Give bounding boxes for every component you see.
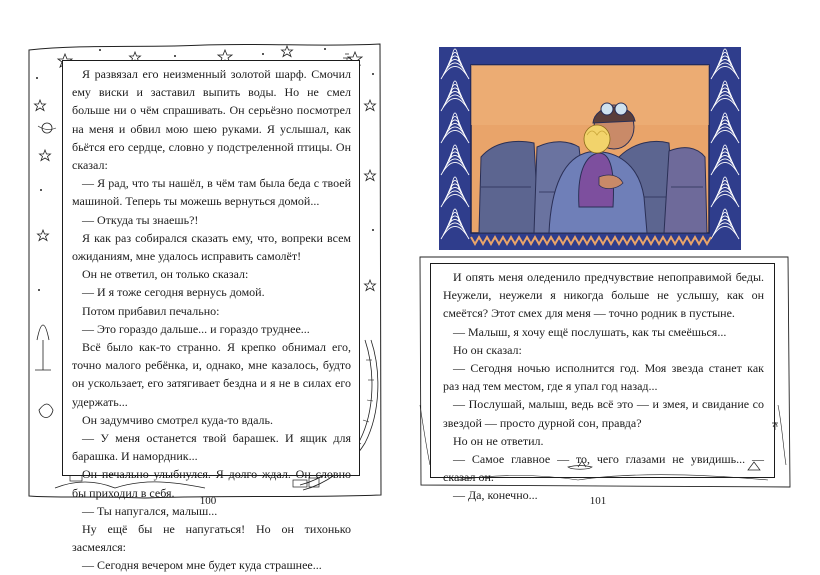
paragraph: — Сегодня ночью исполнится год. Моя звезда станет как раз над тем местом, где я упал год назад... <box>443 361 764 394</box>
paragraph: Он задумчиво смотрел куда-то вдаль. <box>82 412 273 427</box>
paragraph: — Да, конечно... <box>453 488 538 503</box>
illustration-drawing <box>439 47 741 250</box>
paragraph: — Это гораздо дальше... и гораздо труднее... <box>82 321 310 336</box>
paragraph: — Я рад, что ты нашёл, в чём там была беда с твоей машиной. Теперь ты можешь вернуться домой... <box>72 176 351 209</box>
paragraph: Он не ответил, он только сказал: <box>82 267 249 282</box>
desert-frame-drawing <box>418 255 793 490</box>
paragraph: — Самое главное — то, чего глазами не увидишь... — сказал он. <box>443 452 764 485</box>
paragraph: — Откуда ты знаешь?! <box>82 212 199 227</box>
paragraph: И опять меня оледенило предчувствие непоправимой беды. Неужели, неужели я никогда больше не услышу, как он смеётся? Этот смех для меня — точно родник в пустыне. <box>443 270 764 321</box>
paragraph: — И я тоже сегодня вернусь домой. <box>82 285 265 300</box>
paragraph: — Послушай, малыш, ведь всё это — и змея, и свидание со звездой — просто дурной сон, правда? <box>443 397 764 430</box>
paragraph: — У меня останется твой барашек. И ящик для барашка. И намордник... <box>72 431 351 464</box>
paragraph: Но он не ответил. <box>453 433 544 448</box>
paragraph: — Ты напугался, малыш... <box>82 503 218 518</box>
paragraph: Ну ещё бы не напугаться! Но он тихонько засмеялся: <box>72 522 351 555</box>
page-number: 100 <box>199 495 217 507</box>
paragraph: Я развязал его неизменный золотой шарф. Смочил ему виски и заставил выпить воды. Но не смел больше ни о чём спрашивать. Он серьёзно посмотрел на меня и обвил мою шею руками. Я услышал, как бьётся его сердце, словно у подстреленной птицы. Он сказал: <box>72 67 351 173</box>
page-number: 101 <box>589 495 607 507</box>
paragraph: Всё было как-то странно. Я крепко обнимал его, точно малого ребёнка, и, однако, мне казалось, будто он ускользает, его затягивает бездна и я не в силах его удержать... <box>72 340 351 409</box>
paragraph: Но он сказал: <box>453 342 522 357</box>
paragraph: — Малыш, я хочу ещё послушать, как ты смеёшься... <box>453 324 727 339</box>
paragraph: — Сегодня вечером мне будет куда страшнее... <box>82 558 322 573</box>
paragraph: Я как раз собирался сказать ему, что, вопреки всем ожиданиям, мне удалось исправить самолёт! <box>72 230 351 264</box>
illustration-aviator-and-prince <box>439 47 741 250</box>
paragraph: Он печально улыбнулся. Я долго ждал. Он словно бы приходил в себя. <box>72 467 351 500</box>
paragraph: Потом прибавил печально: <box>82 303 220 318</box>
left-page <box>0 0 410 573</box>
